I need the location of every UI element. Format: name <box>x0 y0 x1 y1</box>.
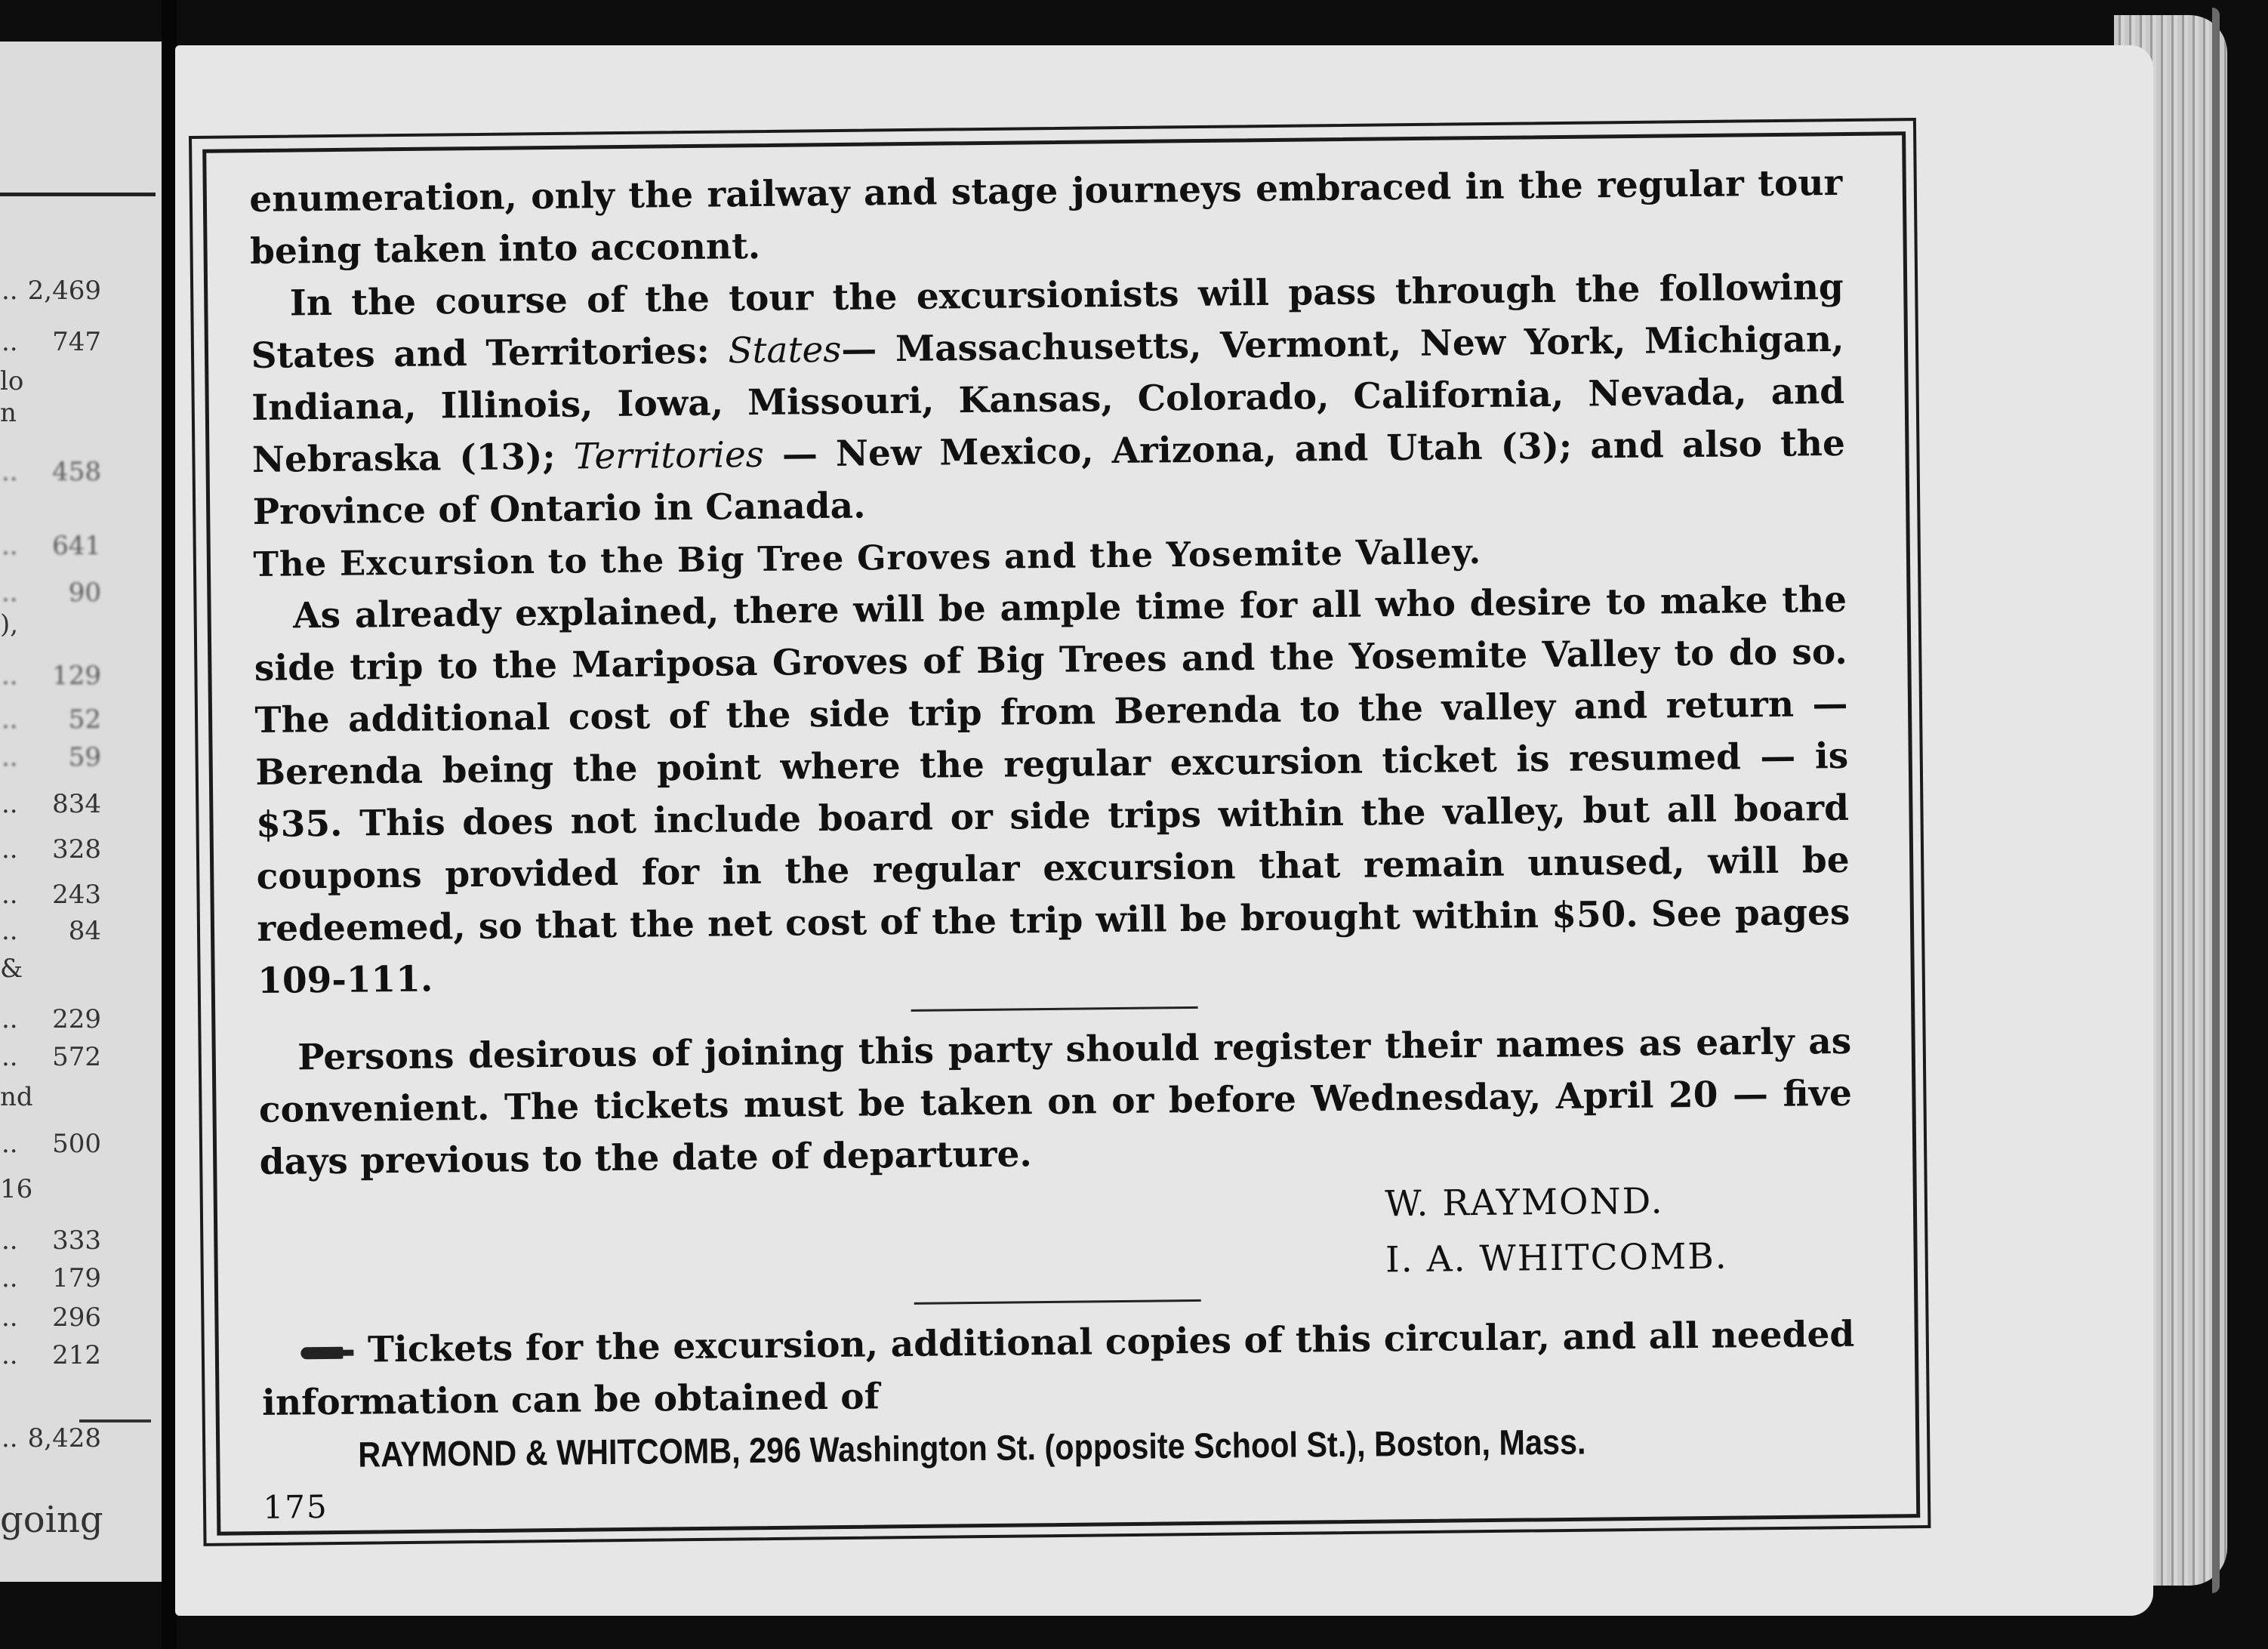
states-label: States <box>728 328 842 372</box>
left-list-value: 641 <box>52 531 101 561</box>
left-list-leader: .. <box>2 789 18 819</box>
left-list-leader: .. <box>2 1042 18 1072</box>
left-list-value: 8,428 <box>27 1423 101 1453</box>
left-list-leader: .. <box>2 704 18 735</box>
book-cover-edge <box>2212 8 2220 1593</box>
left-list-value: 243 <box>52 880 101 910</box>
left-list-value: 747 <box>52 327 101 357</box>
left-list-value: 129 <box>52 661 101 691</box>
states-intro: In the course of the tour the excursionists will pass through the following States and Territories: <box>251 266 1844 377</box>
left-list-value: 90 <box>68 578 101 608</box>
left-list-leader: .. <box>2 742 18 772</box>
left-list-value: 84 <box>68 916 101 946</box>
left-list-text: & <box>0 954 23 984</box>
paragraph-notice <box>261 1308 1855 1429</box>
left-list-text: n <box>0 398 17 428</box>
signature-raymond: W. RAYMOND. <box>1385 1180 1664 1225</box>
left-list-text: nd <box>0 1082 33 1112</box>
left-list-value: 212 <box>52 1340 101 1370</box>
left-list-leader: .. <box>2 880 18 910</box>
left-list-leader: .. <box>2 1225 18 1256</box>
company-address: RAYMOND & WHITCOMB, 296 Washington St. (opposite School St.), Boston, Mass. <box>358 1421 1586 1475</box>
left-list-leader: .. <box>2 327 18 357</box>
paragraph-states <box>250 261 1845 538</box>
territories-list: — New Mexico, Arizona, and Utah (3); and also the Province of Ontario in Canada. <box>252 422 1846 533</box>
left-list-value: 500 <box>52 1129 101 1159</box>
section-heading: The Excursion to the Big Tree Groves and the Yosemite Valley. <box>253 531 1482 584</box>
left-list-leader: .. <box>2 531 18 561</box>
left-list-leader: .. <box>2 1004 18 1034</box>
page-number: 175 <box>263 1488 328 1526</box>
left-list-value: 52 <box>68 704 101 735</box>
left-list-value: 328 <box>52 834 101 865</box>
left-list-leader: .. <box>2 916 18 946</box>
territories-label: Territories <box>573 433 765 478</box>
left-list-leader: .. <box>2 1340 18 1370</box>
page-content <box>249 157 1857 1533</box>
left-list-leader: .. <box>2 578 18 608</box>
left-list-value: 179 <box>52 1263 101 1293</box>
left-list-text: going <box>0 1499 103 1541</box>
left-list-leader: .. <box>2 276 18 306</box>
left-list-value: 458 <box>52 457 101 487</box>
left-list-leader: .. <box>2 661 18 691</box>
left-list-text: ), <box>0 609 19 640</box>
left-list-leader: .. <box>2 1302 18 1333</box>
left-list-leader: .. <box>2 834 18 865</box>
states-list: — Massachusetts, Vermont, New York, Michigan, Indiana, Illinois, Iowa, Missouri, Kansas, Colorado, California, Nevada, and Nebraska (13); <box>251 318 1845 481</box>
paragraph-yosemite: As already explained, there will be ample time for all who desire to make the side trip to the Mariposa Groves of Big Trees and the Yosemite Valley to do so. The additional cost of the side trip from Berenda to the valley and return — Berenda being the point where the regular excursion ticket is resumed — is $35. This does not include board or side trips within the valley, but all board coupons provided for in the regular excursion that remain unused, will be redeemed, so that the net cost of the trip will be brought within $50. See pages 109-111. <box>254 578 1850 1002</box>
left-list-leader: .. <box>2 1263 18 1293</box>
left-page-fragment <box>0 42 168 1582</box>
left-list-value: 59 <box>68 742 101 772</box>
left-list-value: 229 <box>52 1004 101 1034</box>
notice-text: Tickets for the excursion, additional copies of this circular, and all needed information can be obtained of <box>261 1313 1855 1424</box>
left-list-value: 296 <box>52 1302 101 1333</box>
left-list-leader: .. <box>2 1423 18 1453</box>
left-total-rule <box>79 1419 151 1422</box>
left-list-text: 16 <box>0 1174 33 1204</box>
left-list-value: 333 <box>52 1225 101 1256</box>
divider-rule <box>911 1006 1198 1012</box>
left-list-value: 572 <box>52 1042 101 1072</box>
paragraph-continuation: enumeration, only the railway and stage journeys embraced in the regular tour being taken into acconnt. <box>249 162 1843 273</box>
divider-rule-2 <box>914 1299 1201 1305</box>
left-list-value: 834 <box>52 789 101 819</box>
left-page-rule <box>0 193 156 196</box>
left-list-value: 2,469 <box>27 276 101 306</box>
left-list-leader: .. <box>2 457 18 487</box>
paragraph-registration: Persons desirous of joining this party should register their names as early as convenient. The tickets must be taken on or before Wednesday, April 20 — five days previous to the date of departure. <box>258 1020 1853 1183</box>
pointing-hand-icon <box>300 1342 355 1364</box>
left-list-leader: .. <box>2 1129 18 1159</box>
left-list-text: lo <box>0 366 24 396</box>
signature-whitcomb: I. A. WHITCOMB. <box>1385 1235 1728 1281</box>
book-spine <box>162 0 177 1649</box>
